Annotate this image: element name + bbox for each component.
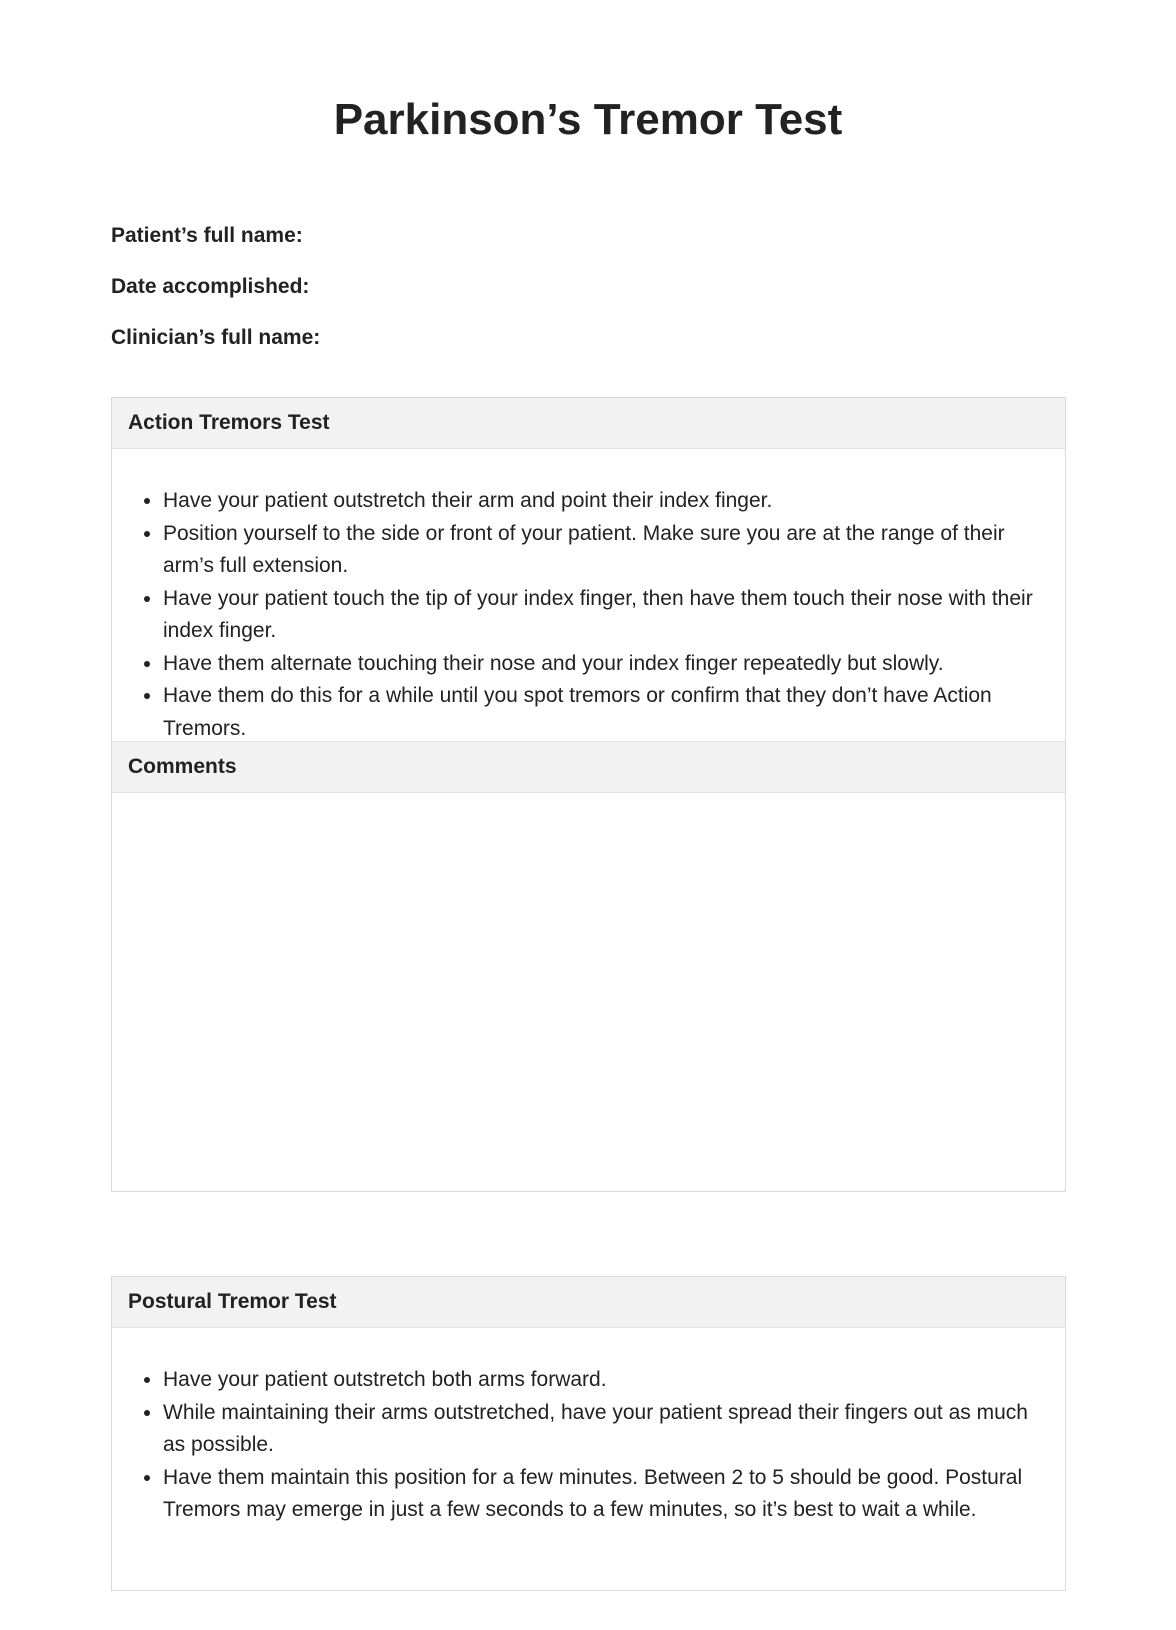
comments-area[interactable] [112, 793, 1065, 1191]
list-item: • Have them maintain this position for a few minutes. Between 2 to 5 should be good. Postural Tremors may emerge in just a few seconds to a few minutes, so it’s best to wait a while. [163, 1462, 1045, 1527]
list-item: • Have your patient touch the tip of your index finger, then have them touch their nose with their index finger. [163, 583, 1045, 648]
comments-heading: Comments [112, 741, 1065, 793]
postural-tremor-heading: Postural Tremor Test [112, 1277, 1065, 1328]
list-item: • Have your patient outstretch both arms forward. [163, 1364, 1045, 1397]
list-item: • Have your patient outstretch their arm and point their index finger. [163, 485, 1045, 518]
action-tremors-heading: Action Tremors Test [112, 398, 1065, 449]
action-tremors-list [112, 449, 1065, 741]
date-accomplished-label: Date accomplished: [111, 275, 310, 298]
action-tremors-section [111, 397, 1066, 1192]
list-item: • Have them alternate touching their nose and your index finger repeatedly but slowly. [163, 648, 1045, 681]
postural-tremor-list [112, 1328, 1065, 1527]
list-item: • Position yourself to the side or front of your patient. Make sure you are at the range of their arm’s full extension. [163, 518, 1045, 583]
list-item: • Have them do this for a while until you spot tremors or confirm that they don’t have Action Tremors. [163, 680, 1045, 745]
page-title: Parkinson’s Tremor Test [333, 95, 843, 144]
clinician-name-label: Clinician’s full name: [111, 326, 321, 349]
list-item: • While maintaining their arms outstretched, have your patient spread their fingers out as much as possible. [163, 1397, 1045, 1462]
patient-name-label: Patient’s full name: [111, 224, 303, 247]
postural-tremor-section [111, 1276, 1066, 1591]
